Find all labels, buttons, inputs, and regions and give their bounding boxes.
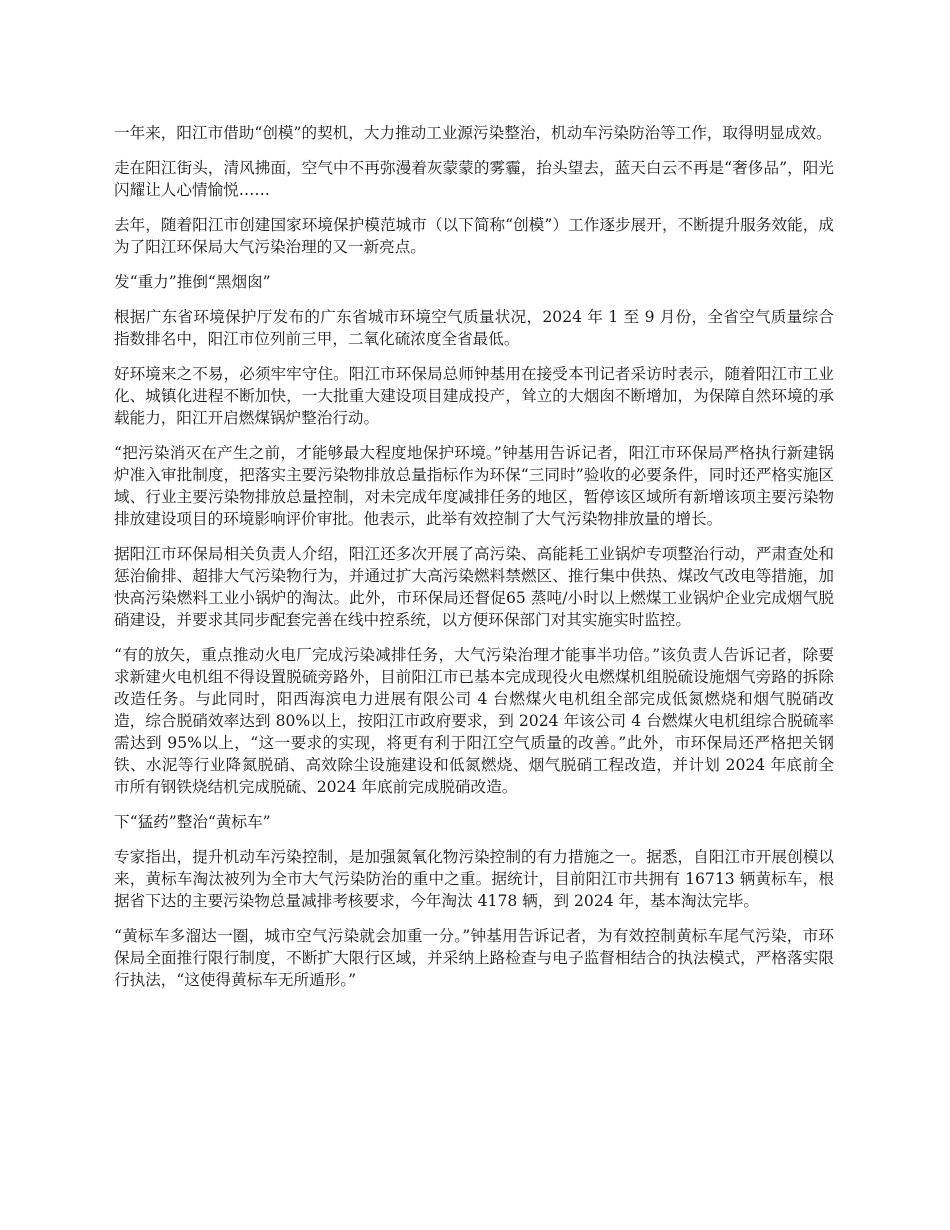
paragraph: “黄标车多溜达一圈，城市空气污染就会加重一分。”钟基用告诉记者，为有效控制黄标车尾气污染，市环保局全面推行限行制度，不断扩大限行区域，并采纳上路检查与电子监督相结合的执法模式，严格落实限行执法，“这使得黄标车无所遁形。” bbox=[114, 927, 834, 989]
paragraph: 专家指出，提升机动车污染控制，是加强氮氧化物污染控制的有力措施之一。据悉，自阳江市开展创模以来，黄标车淘汰被列为全市大气污染防治的重中之重。据统计，目前阳江市共拥有 16713 辆黄标车，根据省下达的主要污染物总量减排考核要求，今年淘汰 4178 辆，到 2024 年，基本淘汰完毕。 bbox=[114, 848, 834, 910]
paragraph: 根据广东省环境保护厅发布的广东省城市环境空气质量状况，2024 年 1 至 9 月份，全省空气质量综合指数排名中，阳江市位列前三甲，二氧化硫浓度全省最低。 bbox=[114, 308, 834, 348]
paragraph: 据阳江市环保局相关负责人介绍，阳江还多次开展了高污染、高能耗工业锅炉专项整治行动，严肃查处和惩治偷排、超排大气污染物行为，并通过扩大高污染燃料禁燃区、推行集中供热、煤改气改电等措施，加快高污染燃料工业小锅炉的淘汰。此外，市环保局还督促65 蒸吨/小时以上燃煤工业锅炉企业完成烟气脱硝建设，并要求其同步配套完善在线中控系统，以方便环保部门对其实施实时监控。 bbox=[114, 545, 834, 629]
document-page bbox=[114, 122, 834, 1004]
paragraph: 去年，随着阳江市创建国家环境保护模范城市（以下简称“创模”）工作逐步展开，不断提升服务效能，成为了阳江环保局大气污染治理的又一新亮点。 bbox=[114, 216, 834, 256]
paragraph: 走在阳江街头，清风拂面，空气中不再弥漫着灰蒙蒙的雾霾，抬头望去，蓝天白云不再是“奢侈品”，阳光闪耀让人心情愉悦…… bbox=[114, 159, 834, 199]
paragraph: 一年来，阳江市借助“创模”的契机，大力推动工业源污染整治，机动车污染防治等工作，取得明显成效。 bbox=[114, 124, 832, 142]
paragraph: “把污染消灭在产生之前，才能够最大程度地保护环境。”钟基用告诉记者，阳江市环保局严格执行新建锅炉准入审批制度，把落实主要污染物排放总量指标作为环保“三同时”验收的必要条件，同时还严格实施区域、行业主要污染物排放总量控制，对未完成年度减排任务的地区，暂停该区域所有新增该项主要污染物排放建设项目的环境影响评价审批。他表示，此举有效控制了大气污染物排放量的增长。 bbox=[114, 444, 834, 528]
section-heading: 下“猛药”整治“黄标车” bbox=[114, 813, 271, 831]
paragraph: 好环境来之不易，必须牢牢守住。阳江市环保局总师钟基用在接受本刊记者采访时表示，随着阳江市工业化、城镇化进程不断加快，一大批重大建设项目建成投产，耸立的大烟囱不断增加，为保障自然环境的承载能力，阳江开启燃煤锅炉整治行动。 bbox=[114, 365, 834, 427]
section-heading: 发“重力”推倒“黑烟囱” bbox=[114, 273, 271, 291]
paragraph: “有的放矢，重点推动火电厂完成污染减排任务，大气污染治理才能事半功倍。”该负责人告诉记者，除要求新建火电机组不得设置脱硫旁路外，目前阳江市已基本完成现役火电燃煤机组脱硫设施烟气旁路的拆除改造任务。与此同时，阳西海滨电力进展有限公司 4 台燃煤火电机组全部完成低氮燃烧和烟气脱硝改造，综合脱硝效率达到 80%以上，按阳江市政府要求，到 2024 年该公司 4 台燃煤火电机组综合脱硫率需达到 95%以上，“这一要求的实现，将更有利于阳江空气质量的改善。”此外，市环保局还严格把关钢铁、水泥等行业降氮脱硝、高效除尘设施建设和低氮燃烧、烟气脱硝工程改造，并计划 2024 年底前全市所有钢铁烧结机完成脱硫、2024 年底前完成脱硝改造。 bbox=[114, 646, 834, 796]
